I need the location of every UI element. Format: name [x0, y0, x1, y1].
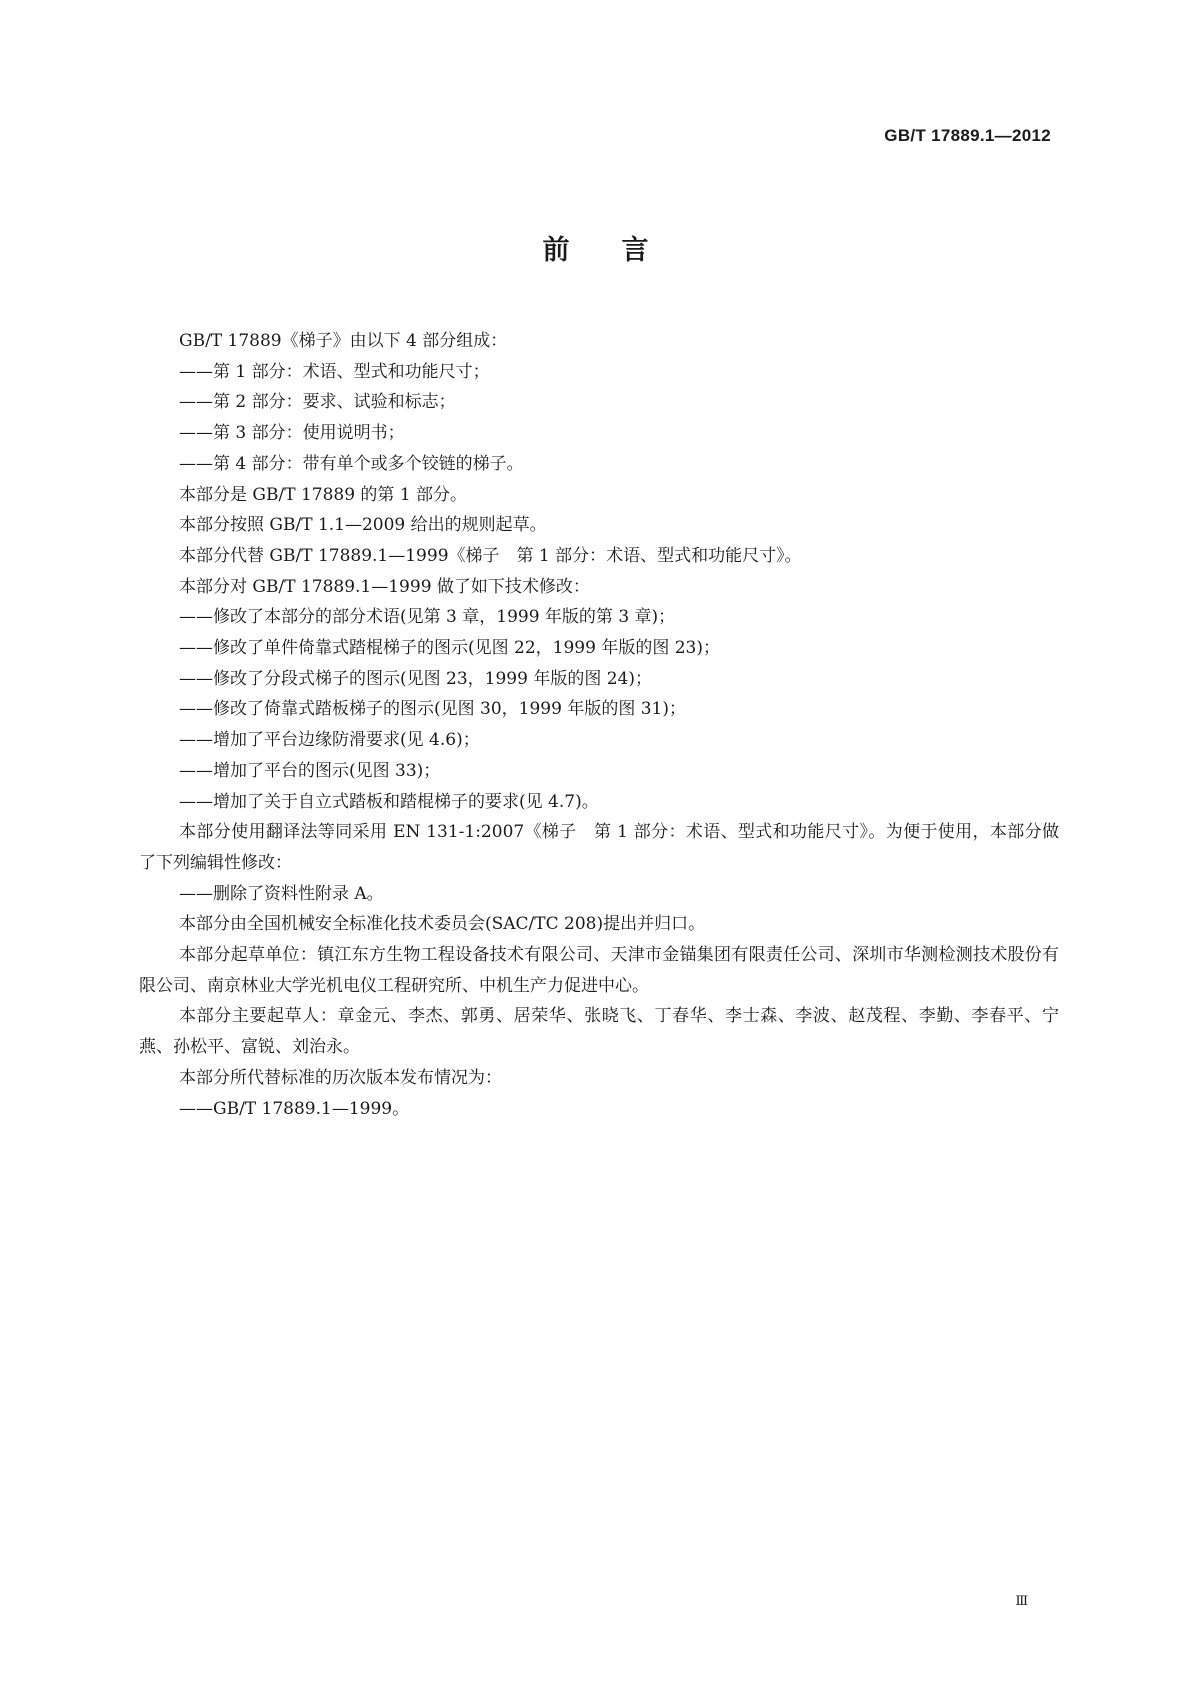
page-title: 前言	[542, 235, 701, 266]
list-item: ——第 3 部分：使用说明书；	[179, 423, 405, 444]
list-item: ——修改了分段式梯子的图示(见图 23，1999 年版的图 24)；	[179, 668, 653, 689]
paragraph: GB/T 17889《梯子》由以下 4 部分组成：	[179, 331, 508, 351]
paragraph: 本部分按照 GB/T 1.1—2009 给出的规则起草。	[179, 515, 547, 536]
list-item: ——修改了本部分的部分术语(见第 3 章，1999 年版的第 3 章)；	[179, 607, 676, 628]
list-item: ——增加了平台边缘防滑要求(见 4.6)；	[179, 730, 480, 751]
list-item: ——GB/T 17889.1—1999。	[179, 1098, 410, 1119]
list-item: ——第 2 部分：要求、试验和标志；	[179, 392, 456, 413]
standard-number: GB/T 17889.1—2012	[884, 126, 1051, 145]
list-item: ——第 4 部分：带有单个或多个铰链的梯子。	[179, 453, 524, 474]
paragraph: 本部分主要起草人：章金元、李杰、郭勇、居荣华、张晓飞、丁春华、李士森、李波、赵茂程、李勤、李春平、宁燕、孙松平、富锐、刘治永。	[139, 1006, 1059, 1058]
paragraph: 本部分对 GB/T 17889.1—1999 做了如下技术修改：	[179, 576, 590, 597]
list-item: ——第 1 部分：术语、型式和功能尺寸；	[179, 361, 490, 382]
list-item: ——增加了平台的图示(见图 33)；	[179, 760, 441, 781]
paragraph: 本部分由全国机械安全标准化技术委员会(SAC/TC 208)提出并归口。	[179, 914, 706, 935]
list-item: ——修改了倚靠式踏板梯子的图示(见图 30，1999 年版的图 31)；	[179, 699, 687, 720]
paragraph: 本部分使用翻译法等同采用 EN 131-1:2007《梯子 第 1 部分：术语、型式和功能尺寸》。为便于使用，本部分做了下列编辑性修改：	[139, 822, 1059, 873]
paragraph: 本部分代替 GB/T 17889.1—1999《梯子 第 1 部分：术语、型式和功能尺寸》。	[179, 545, 802, 566]
page-number: Ⅲ	[1015, 1594, 1027, 1609]
list-item: ——增加了关于自立式踏板和踏棍梯子的要求(见 4.7)。	[179, 791, 599, 812]
list-item: ——删除了资料性附录 A。	[179, 883, 384, 904]
paragraph: 本部分起草单位：镇江东方生物工程设备技术有限公司、天津市金锚集团有限责任公司、深圳市华测检测技术股份有限公司、南京林业大学光机电仪工程研究所、中机生产力促进中心。	[139, 945, 1059, 996]
paragraph: 本部分所代替标准的历次版本发布情况为：	[179, 1067, 502, 1088]
paragraph: 本部分是 GB/T 17889 的第 1 部分。	[179, 484, 468, 505]
foreword-body	[139, 326, 1059, 1124]
list-item: ——修改了单件倚靠式踏棍梯子的图示(见图 22，1999 年版的图 23)；	[179, 638, 721, 659]
